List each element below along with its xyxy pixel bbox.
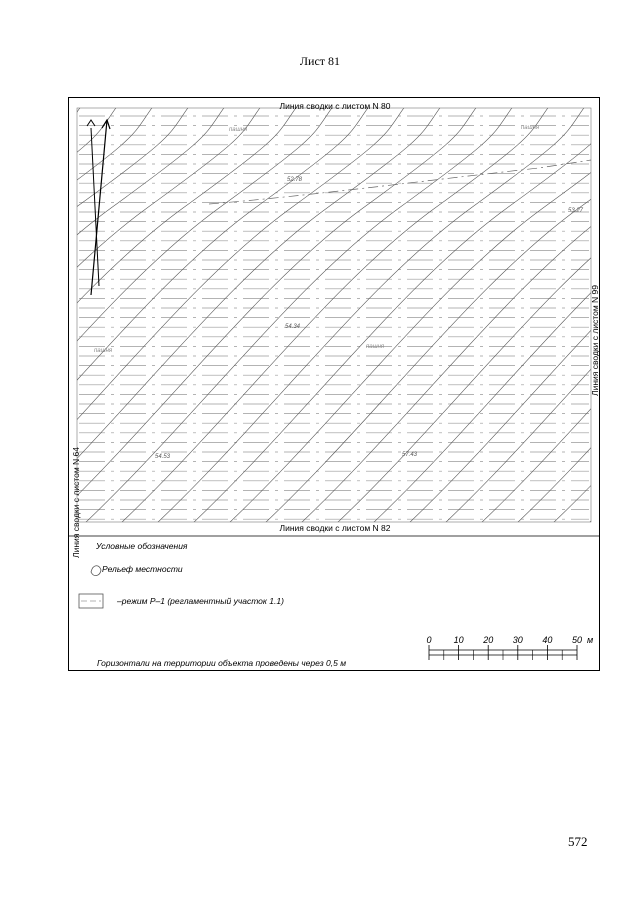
- sheet-title: Лист 81: [299, 54, 341, 68]
- field-label: пашня: [366, 344, 385, 350]
- elevation-label: 52.78: [287, 177, 303, 183]
- contour-interval-note: Горизонтали на территории объекта проведены через 0,5 м: [97, 658, 347, 668]
- relief-symbol-icon: [91, 566, 101, 576]
- field-label: пашня: [94, 348, 113, 354]
- page-number: 572: [568, 834, 588, 849]
- legend-zone-label: –режим Р–1 (регламентный участок 1.1): [117, 596, 284, 606]
- scale-bar-unit: м: [587, 635, 594, 645]
- elevation-label: 54.34: [285, 324, 301, 330]
- map-frame: [68, 97, 600, 671]
- scale-bar-label: 50: [571, 635, 583, 645]
- north-arrow-shaft: [91, 128, 99, 286]
- scale-bar-label: 40: [542, 635, 553, 645]
- scale-bar-label: 20: [483, 635, 494, 645]
- field-label: пашня: [229, 127, 248, 133]
- map-canvas: [69, 98, 599, 670]
- elevation-label: 53.27: [568, 208, 584, 214]
- field-label: пашня: [521, 125, 540, 131]
- border-label-left: Линия сводки с листом N 64: [71, 447, 81, 558]
- elevation-label: 54.53: [155, 454, 171, 460]
- scale-bar-label: 10: [453, 635, 464, 645]
- border-label-right: Линия сводки с листом N 99: [590, 285, 600, 396]
- scale-bar-label: 30: [512, 635, 523, 645]
- border-label-top: Линия сводки с листом N 80: [279, 101, 391, 111]
- north-arrow: [91, 120, 107, 295]
- legend-relief-label: Рельеф местности: [102, 564, 183, 574]
- elevation-label: 57.43: [402, 452, 418, 458]
- scale-bar-label: 0: [426, 635, 432, 645]
- legend-title: Условные обозначения: [96, 541, 188, 551]
- north-arrow-head: [87, 120, 95, 126]
- border-label-bottom: Линия сводки с листом N 82: [279, 523, 391, 533]
- field-boundary-line: [209, 160, 591, 204]
